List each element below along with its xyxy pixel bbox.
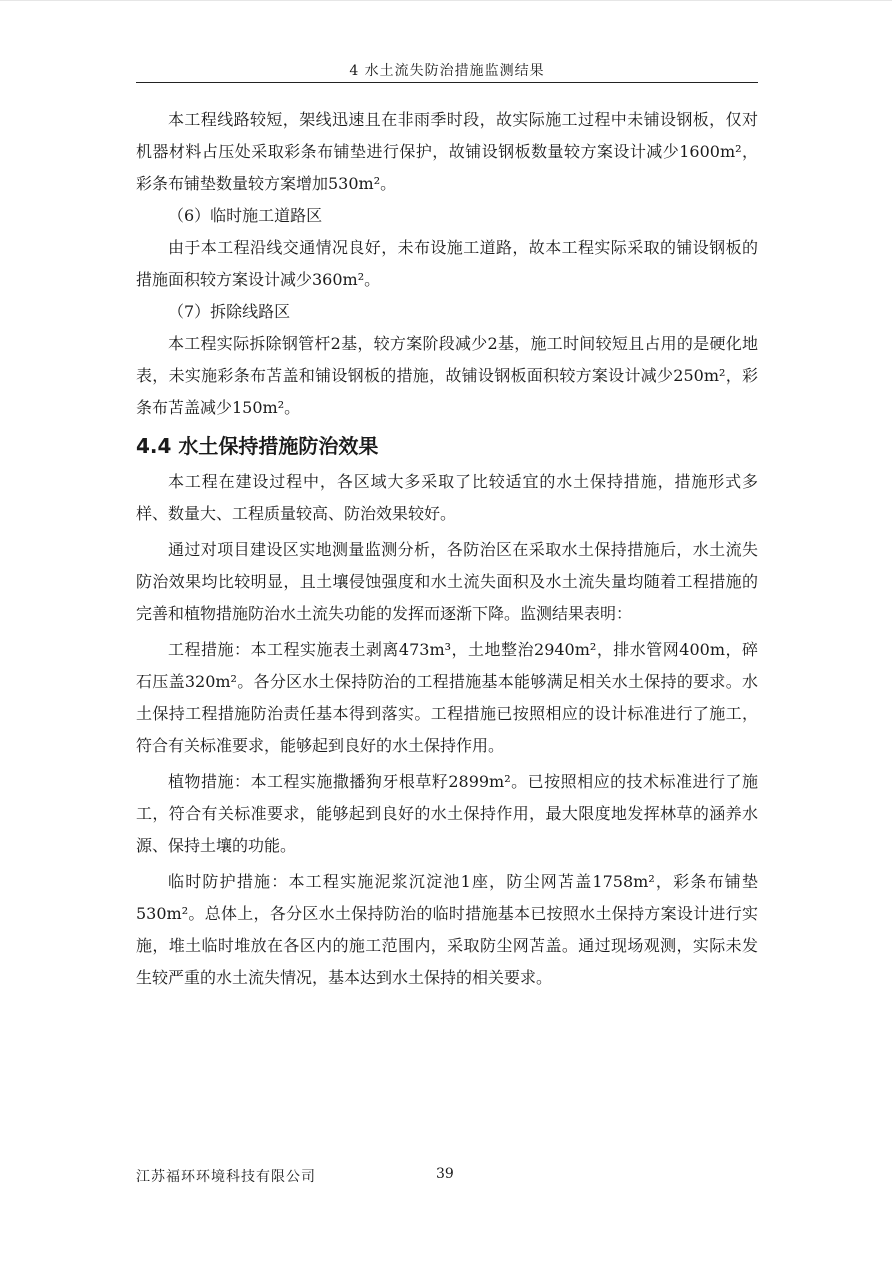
subheading-temporary-road: （6）临时施工道路区 (168, 206, 323, 225)
paragraph-engineering-measures: 工程措施：本工程实施表土剥离473m³，土地整治2940m²，排水管网400m，碎石压盖320m²。各分区水土保持防治的工程措施基本能够满足相关水土保持的要求。水土保持工程措施防治责任基本得到落实。工程措施已按照相应的设计标准进行了施工，符合有关标准要求，能够起到良好的水土保持作用。 (136, 640, 758, 755)
paragraph-demolition-line: 本工程实际拆除钢管杆2基，较方案阶段减少2基，施工时间较短且占用的是硬化地表，未实施彩条布苫盖和铺设钢板的措施，故铺设钢板面积较方案设计减少250m²，彩条布苫盖减少150m²。 (136, 334, 758, 417)
subheading-demolition-line: （7）拆除线路区 (168, 302, 291, 321)
page-number: 39 (436, 1166, 454, 1182)
paragraph-temporary-measures: 临时防护措施：本工程实施泥浆沉淀池1座，防尘网苫盖1758m²，彩条布铺垫530m²。总体上，各分区水土保持防治的临时措施基本已按照水土保持方案设计进行实施，堆土临时堆放在各区内的施工范围内，采取防尘网苫盖。通过现场观测，实际未发生较严重的水土流失情况，基本达到水土保持的相关要求。 (136, 872, 758, 987)
page-top-edge (0, 0, 892, 1)
running-header: 4 水土流失防治措施监测结果 (349, 63, 545, 79)
header-rule (136, 82, 758, 83)
paragraph-monitoring-analysis: 通过对项目建设区实地测量监测分析，各防治区在采取水土保持措施后，水土流失防治效果均比较明显，且土壤侵蚀强度和水土流失面积及水土流失量均随着工程措施的完善和植物措施防治水土流失功能的发挥而逐渐下降。监测结果表明： (136, 540, 758, 623)
section-heading: 4.4 水土保持措施防治效果 (136, 434, 379, 458)
page-body (136, 104, 758, 994)
paragraph-temporary-road: 由于本工程沿线交通情况良好，未布设施工道路，故本工程实际采取的铺设钢板的措施面积较方案设计减少360m²。 (136, 238, 758, 289)
paragraph-steel-plate: 本工程线路较短，架线迅速且在非雨季时段，故实际施工过程中未铺设钢板，仅对机器材料占压处采取彩条布铺垫进行保护，故铺设钢板数量较方案设计减少1600m²，彩条布铺垫数量较方案增加530m²。 (136, 110, 758, 193)
paragraph-plant-measures: 植物措施：本工程实施撒播狗牙根草籽2899m²。已按照相应的技术标准进行了施工，符合有关标准要求，能够起到良好的水土保持作用，最大限度地发挥林草的涵养水源、保持土壤的功能。 (136, 772, 758, 855)
footer-company: 江苏福环环境科技有限公司 (136, 1169, 316, 1185)
paragraph-overview: 本工程在建设过程中，各区域大多采取了比较适宜的水土保持措施，措施形式多样、数量大、工程质量较高、防治效果较好。 (136, 472, 758, 523)
